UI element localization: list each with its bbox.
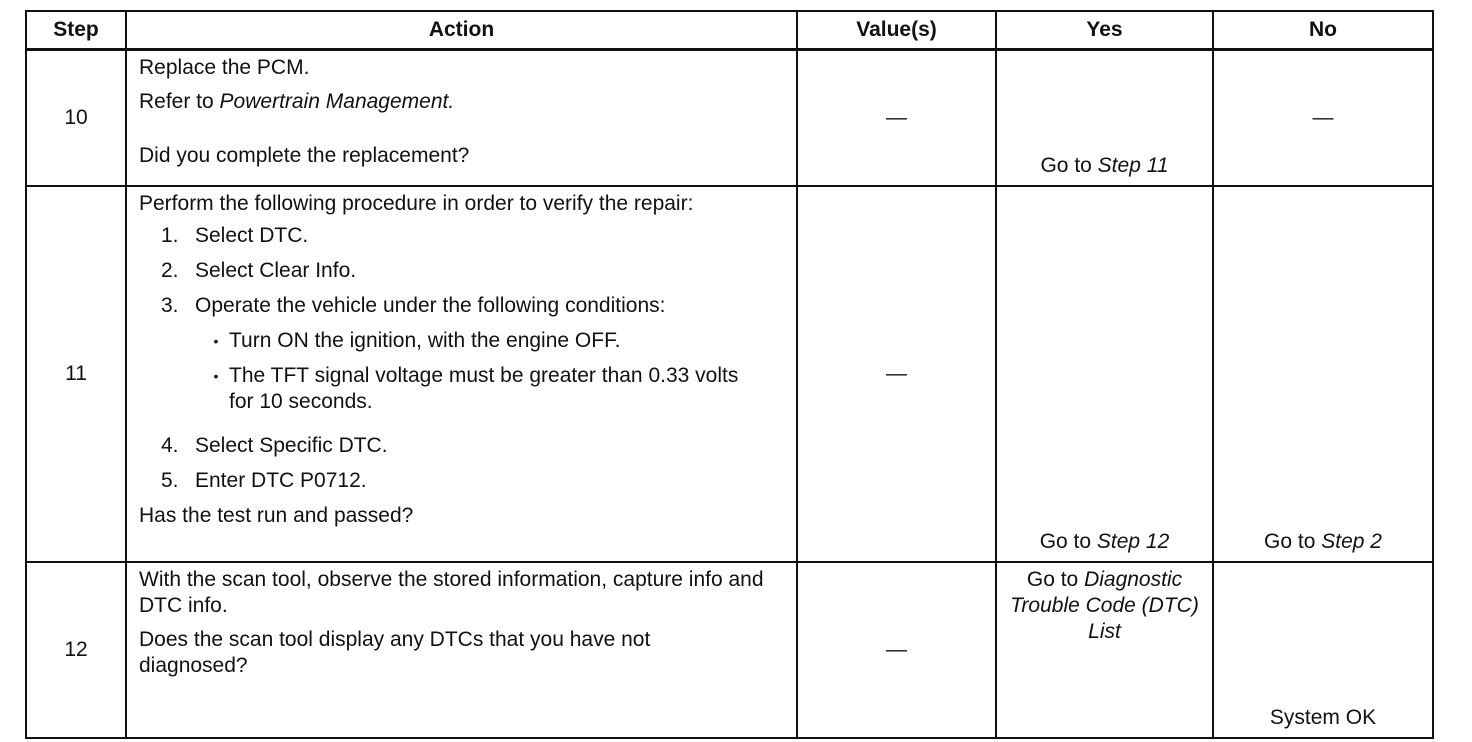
- go-to-step-link[interactable]: Step 2: [1321, 530, 1382, 553]
- manual-reference: Powertrain: [219, 90, 320, 113]
- header-no: No: [1213, 11, 1433, 50]
- action-question: Does the scan tool display any DTCs that you have not diagnosed?: [139, 628, 651, 677]
- bullet-icon: •: [213, 368, 219, 384]
- condition-item: • Turn ON the ignition, with the engine OFF.: [203, 328, 786, 354]
- header-step: Step: [26, 11, 126, 50]
- yes-cell: Go to Step 11: [996, 50, 1213, 187]
- header-row: [26, 11, 1433, 50]
- action-intro: Perform the following procedure in order to verify the repair:: [139, 192, 694, 215]
- table-row-step-10: [26, 50, 1433, 187]
- go-to-step-link[interactable]: Step 11: [1097, 154, 1169, 177]
- bullet-icon: •: [213, 333, 219, 349]
- header-values: Value(s): [797, 11, 996, 50]
- no-dash: —: [1312, 106, 1334, 129]
- no-cell: [1213, 50, 1433, 187]
- value-dash: —: [886, 638, 907, 661]
- value-cell: [797, 562, 996, 738]
- step-number: 12: [26, 562, 126, 738]
- list-item: 5. Enter DTC P0712.: [161, 469, 367, 492]
- yes-cell: Go to Diagnostic Trouble Code (DTC) List: [996, 562, 1213, 738]
- go-to-step-link[interactable]: Step 12: [1096, 530, 1170, 553]
- condition-item: • The TFT signal voltage must be greater than 0.33 volts for 10 seconds.: [203, 363, 786, 415]
- header-yes: Yes: [996, 11, 1213, 50]
- action-question: Did you complete the replacement?: [139, 144, 470, 167]
- step-number: 10: [26, 50, 126, 187]
- yes-cell: Go to Step 12: [996, 186, 1213, 562]
- table-row-step-11: [26, 186, 1433, 562]
- value-dash: —: [886, 106, 907, 129]
- action-text: Replace the PCM.: [139, 56, 310, 79]
- diagnostic-table: [25, 10, 1434, 739]
- no-cell: Go to Step 2: [1213, 186, 1433, 562]
- dtc-list-link[interactable]: Diagnostic Trouble Code (DTC) List: [1010, 568, 1199, 643]
- step-number: 11: [26, 186, 126, 562]
- list-item: 4. Select Specific DTC.: [161, 434, 388, 457]
- header-action: Action: [126, 11, 797, 50]
- action-cell: [126, 186, 797, 562]
- list-item: 3. Operate the vehicle under the following conditions: • Turn ON the ignition, with the engine OFF. • The TFT signal voltage must be greater than 0.33 volts for 10 seconds.: [161, 293, 786, 424]
- system-ok-text: System OK: [1269, 706, 1377, 729]
- no-cell: [1213, 562, 1433, 738]
- action-cell: [126, 50, 797, 187]
- value-dash: —: [886, 362, 907, 385]
- list-item: 1. Select DTC.: [161, 224, 309, 247]
- refer-text: Refer to Powertrain Management.: [139, 90, 455, 113]
- action-question: Has the test run and passed?: [139, 504, 414, 527]
- list-item: 2. Select Clear Info.: [161, 259, 357, 282]
- procedure-list: [139, 223, 786, 494]
- value-cell: [797, 186, 996, 562]
- action-cell: [126, 562, 797, 738]
- value-cell: [797, 50, 996, 187]
- table-row-step-12: [26, 562, 1433, 738]
- action-text: With the scan tool, observe the stored information, capture info and DTC info.: [139, 568, 764, 617]
- condition-list: [195, 328, 786, 415]
